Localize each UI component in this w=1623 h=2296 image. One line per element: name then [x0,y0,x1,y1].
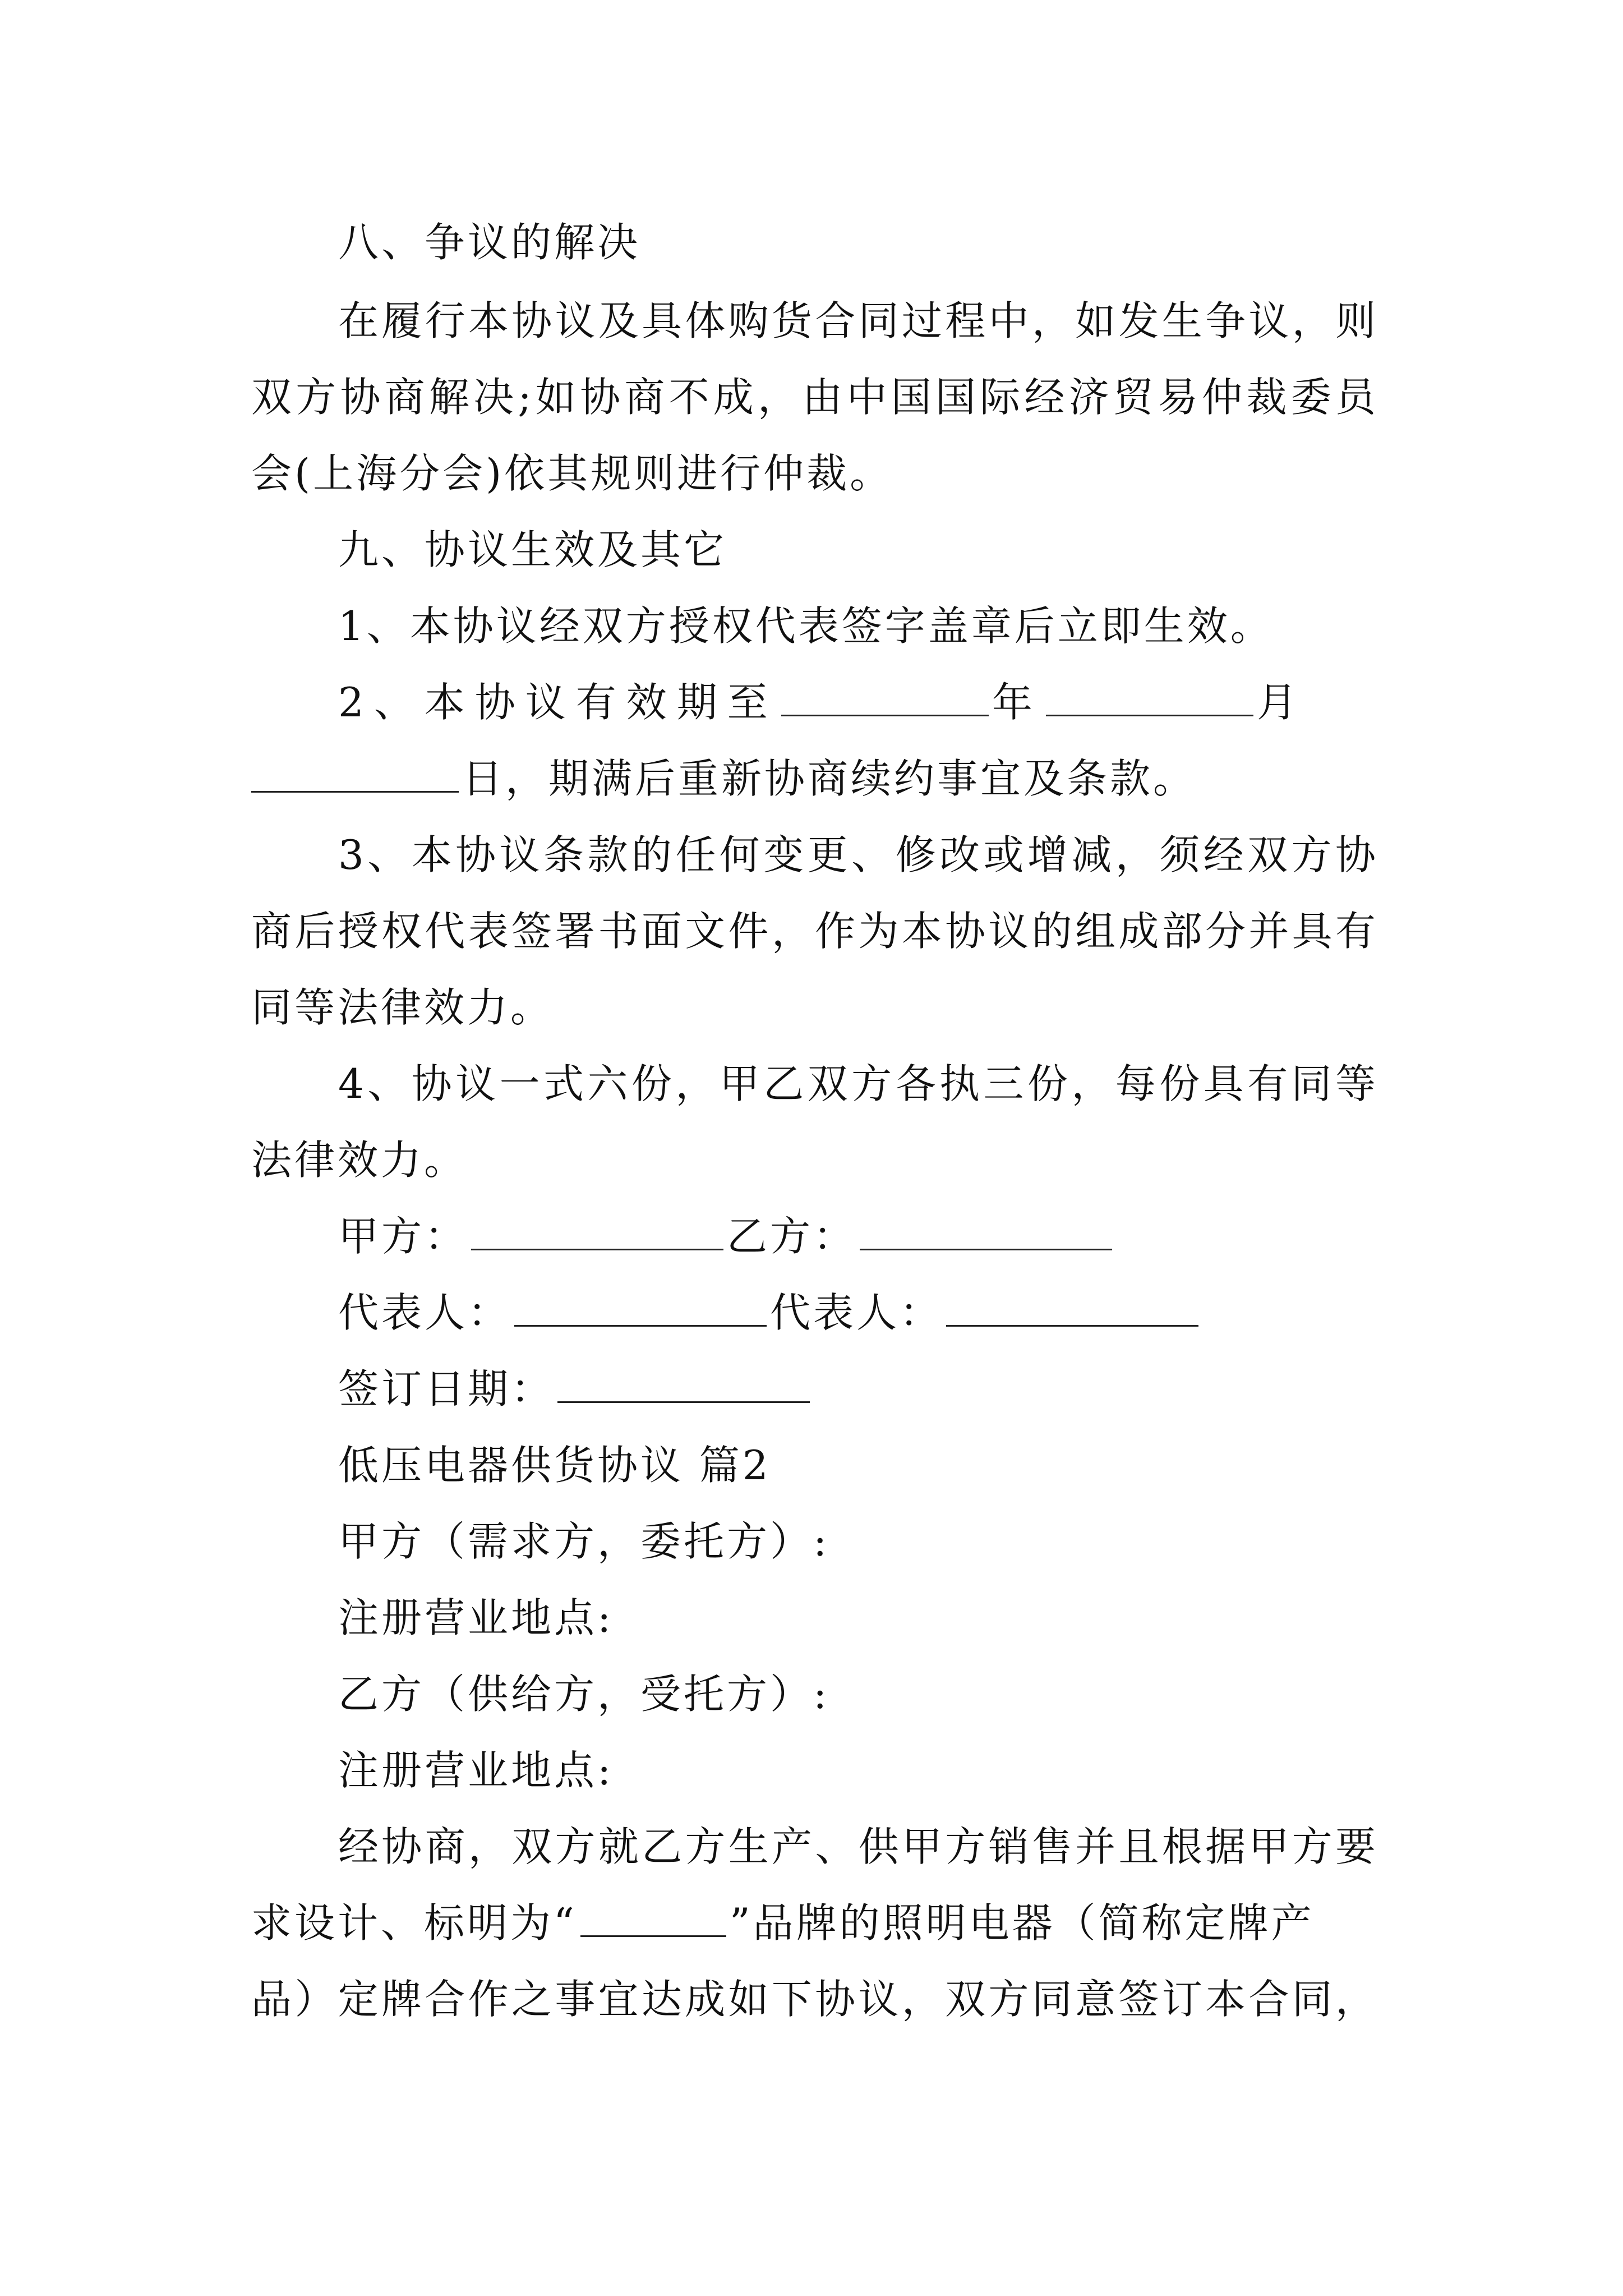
signature-party-line [338,1209,1378,1263]
brand-line [251,1896,1378,1950]
paragraph-line: 经协商，双方就乙方生产、供甲方销售并且根据甲方要 [338,1823,1378,1870]
clause-2-prefix: 2、本协议有效期至 [338,679,778,726]
rep-a-blank [514,1290,767,1327]
year-blank [781,680,989,716]
paragraph-line: 双方协商解决;如协商不成，由中国国际经济贸易仲裁委员 [251,374,1378,421]
date-label: 签订日期： [338,1365,555,1412]
paragraph-line: 3、本协议条款的任何变更、修改或增减，须经双方协 [338,831,1378,878]
part-2-address-b: 注册营业地点: [338,1747,614,1794]
paragraph-line: 商后授权代表签署书面文件，作为本协议的组成部分并具有 [251,908,1378,955]
rep-b-blank [946,1290,1198,1327]
paragraph-line: 会(上海分会)依其规则进行仲裁。 [251,450,893,497]
part-2-address-a: 注册营业地点: [338,1594,614,1641]
party-a-label: 甲方： [338,1213,468,1260]
part-2-party-b: 乙方（供给方，受托方）: [338,1671,830,1718]
paragraph-line: 1、本协议经双方授权代表签字盖章后立即生效。 [338,602,1274,650]
section-heading: 八、争议的解决 [338,219,641,266]
clause-2-day-rest: 日，期满后重新协商续约事宜及条款。 [462,755,1197,802]
clause-2-line [338,675,1378,729]
clause-2-line-2 [251,752,1378,806]
paragraph-line: 法律效力。 [251,1137,468,1184]
year-label: 年 [992,679,1043,726]
month-label: 月 [1256,679,1307,726]
brand-line-rest: ”品牌的照明电器（简称定牌产 [729,1899,1315,1947]
paragraph-line: 4、协议一式六份，甲乙双方各执三份，每份具有同等 [338,1060,1378,1107]
paragraph-line: 品）定牌合作之事宜达成如下协议，双方同意签订本合同， [251,1976,1378,2023]
paragraph-line: 在履行本协议及具体购货合同过程中，如发生争议，则 [338,297,1378,344]
month-blank [1046,680,1253,716]
date-blank [557,1366,810,1403]
brand-line-prefix: 求设计、标明为“ [251,1899,577,1947]
section-heading: 九、协议生效及其它 [338,526,727,573]
party-b-blank [860,1214,1112,1250]
day-blank [251,756,459,793]
part-2-party-a: 甲方（需求方，委托方）: [338,1518,830,1565]
party-a-blank [471,1214,723,1250]
signature-date-line [338,1362,1378,1416]
signature-rep-line [338,1286,1378,1340]
rep-b-label: 代表人： [770,1289,943,1336]
part-2-title: 低压电器供货协议 篇2 [338,1442,771,1489]
brand-blank [580,1901,726,1937]
party-b-label: 乙方： [727,1213,857,1260]
paragraph-line: 同等法律效力。 [251,984,554,1031]
rep-a-label: 代表人： [338,1289,511,1336]
